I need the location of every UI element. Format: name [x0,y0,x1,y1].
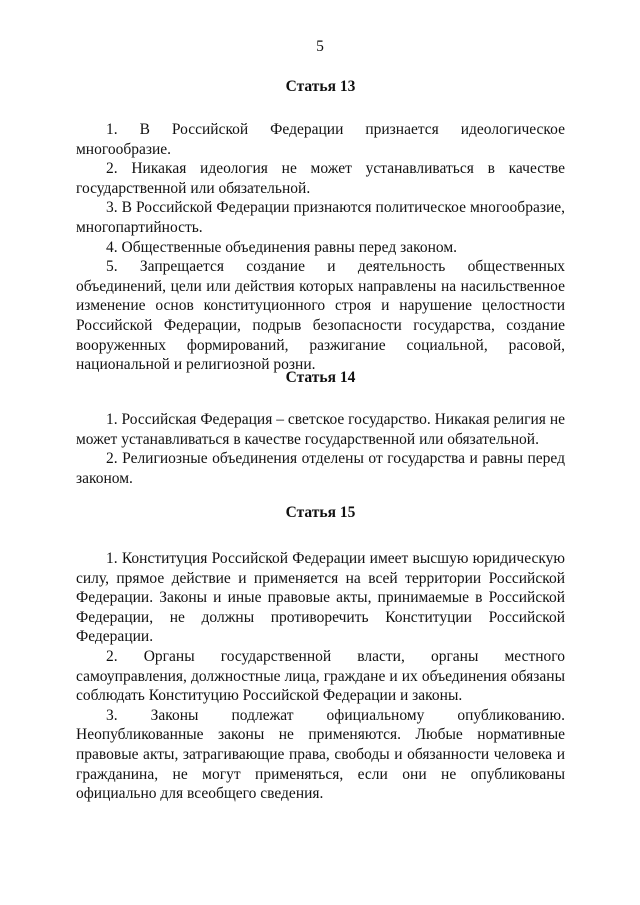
paragraph: 1. В Российской Федерации признается идеологическое многообразие. [76,121,565,158]
article-body [76,549,565,804]
paragraph: 2. Религиозные объединения отделены от государства и равны перед законом. [76,450,565,487]
article-13 [76,77,565,375]
paragraph: 1. Российская Федерация – светское государство. Никакая религия не может устанавливаться в качестве государственной или обязательной. [76,411,565,448]
article-14 [76,368,565,488]
paragraph: 2. Органы государственной власти, органы местного самоуправления, должностные лица, граждане и их объединения обязаны соблюдать Конституцию Российской Федерации и законы. [76,647,565,705]
article-body [76,120,565,375]
article-15 [76,503,565,804]
paragraph: 4. Общественные объединения равны перед законом. [106,238,458,256]
article-title: Статья 13 [285,78,356,95]
paragraph: 1. Конституция Российской Федерации имеет высшую юридическую силу, прямое действие и применяется на всей территории Российской Федерации. Законы и иные правовые акты, принимаемые в Российской Федерации, не должны противоречить Конституции Российской Федерации. [76,550,565,646]
article-body [76,410,565,488]
paragraph: 2. Никакая идеология не может устанавливаться в качестве государственной или обязательной. [76,160,565,197]
paragraph: 3. Законы подлежат официальному опубликованию. Неопубликованные законы не применяются. Любые нормативные правовые акты, затрагивающие права, свободы и обязанности человека и гражданина, не могут применяться, если они не опубликованы официально для всеобщего сведения. [76,706,565,803]
page-number: 5 [316,38,324,55]
article-title: Статья 14 [285,369,356,386]
paragraph: 3. В Российской Федерации признаются политическое многообразие, многопартийность. [76,199,565,236]
paragraph: 5. Запрещается создание и деятельность общественных объединений, цели или действия которых направлены на насильственное изменение основ конституционного строя и нарушение целостности Российской Федерации, подрыв безопасности государства, создание вооруженных формирований, разжигание социальной, расовой, национальной и религиозной розни. [76,258,565,374]
article-title: Статья 15 [285,504,356,521]
